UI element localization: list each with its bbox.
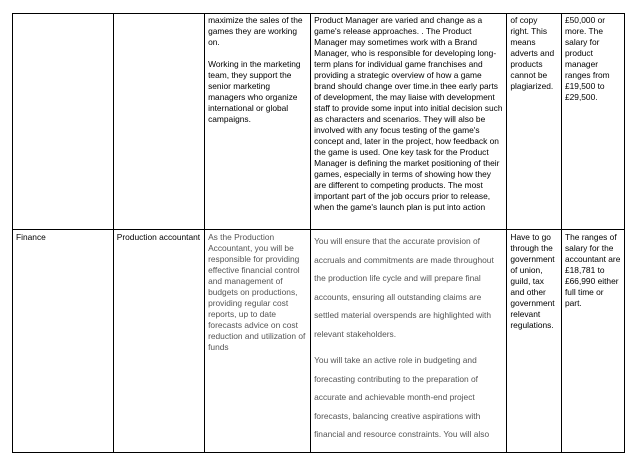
detail-paragraph: You will ensure that the accurate provision of accruals and commitments are made throughout the production life cycle and will prepare final accounts, ensuring all outstanding claims are settled material overspends are highlighted with relevant stakeholders.	[314, 236, 494, 339]
description-cell: As the Production Accountant, you will be responsible for providing effective financial control and management of budgets on productions, providing regular cost reports, up to date forecasts advice on cost reduction and utilization of funds	[205, 230, 311, 453]
description-paragraph: Working in the marketing team, they support the senior marketing managers who organize international or global campaigns.	[208, 59, 301, 124]
department-cell: Finance	[13, 230, 114, 453]
table-row	[13, 14, 625, 230]
salary-cell: The ranges of salary for the accountant are £18,781 to £66,990 either full time or part.	[561, 230, 624, 453]
detail-cell: Product Manager are varied and change as a game's release approaches. . The Product Manager may sometimes work with a Brand Manager, who is responsible for developing long-term plans for individual game franchises and providing a strategic overview of how a game brand should change over time.in thee early parts of development, the may liaise with development staff to provide some input into initial decision such as characters and scenarios. They will also be involved with any focus testing of the game's concept and, later in the project, how feedback on the game is used. One key task for the Product Manager is defining the market positioning of their games, especially in terms of showing how they are different to competing products. The most important part of the job occurs prior to release, when the game's launch plan is put into action	[311, 14, 507, 230]
detail-paragraph: You will take an active role in budgeting and forecasting contributing to the preparation of accurate and achievable month-end project forecasts, balancing creative aspirations with financial and resource constraints. You will also	[314, 355, 490, 439]
job-title-cell	[113, 14, 204, 230]
requirements-cell: of copy right. This means adverts and products cannot be plagiarized.	[507, 14, 562, 230]
description-paragraph: maximize the sales of the games they are working on.	[208, 15, 303, 47]
description-cell	[205, 14, 311, 230]
department-cell	[13, 14, 114, 230]
salary-cell: £50,000 or more. The salary for product manager ranges from £19,500 to £29,500.	[561, 14, 624, 230]
job-title-cell: Production accountant	[113, 230, 204, 453]
table-row	[13, 230, 625, 453]
job-roles-table	[12, 13, 625, 453]
detail-cell	[311, 230, 507, 453]
requirements-cell: Have to go through the government of union, guild, tax and other government relevant regulations.	[507, 230, 562, 453]
